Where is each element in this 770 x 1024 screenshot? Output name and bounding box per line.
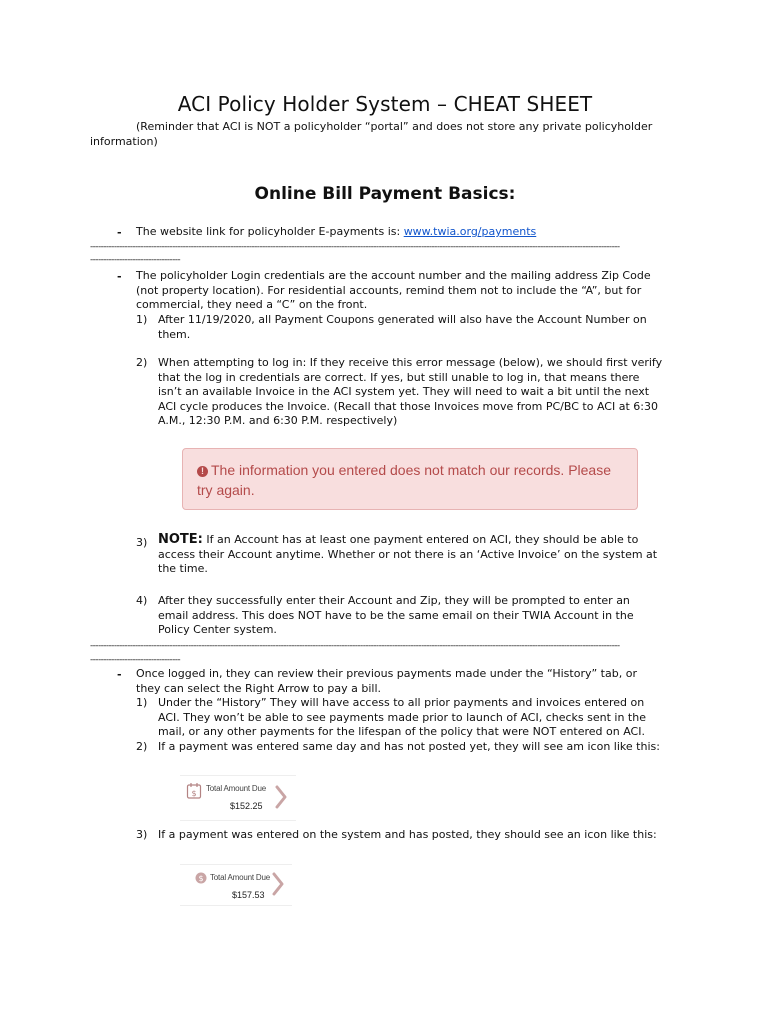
text-line: ACI. They won’t be able to see payments made prior to launch of ACI, checks sent in the: [158, 710, 646, 724]
text-line: After 11/19/2020, all Payment Coupons generated will also have the Account Number on: [158, 313, 647, 326]
text-line: mail, or any other payments for the lifespan of the policy that were NOT entered on ACI.: [158, 725, 645, 739]
text-line: If a payment was entered same day and has not posted yet, they will see am icon like this:: [158, 740, 660, 753]
list-number: 1): [136, 696, 148, 709]
error-message-line-2: try again.: [197, 482, 255, 498]
text-line: Policy Center system.: [158, 623, 277, 637]
text-line: access their Account anytime. Whether or not there is an ‘Active Invoice’ on the system at: [158, 547, 658, 561]
text-line: commercial, they need a “C” on the front.: [136, 298, 368, 312]
pending-payment-card[interactable]: [180, 775, 296, 821]
text-line: the time.: [158, 562, 208, 576]
separator-tail: ----------------------------------: [90, 255, 181, 265]
total-amount-due-value: $152.25: [230, 801, 263, 811]
list-item-coupons: [158, 313, 647, 342]
total-amount-due-label: Total Amount Due: [206, 784, 266, 793]
list-number: 3): [136, 828, 148, 841]
total-amount-due-value: $157.53: [232, 890, 265, 900]
text-line: they can select the Right Arrow to pay a bill.: [136, 681, 382, 695]
list-item-history: [158, 696, 646, 740]
text-line: The policyholder Login credentials are the account number and the mailing address Zip Code: [136, 269, 651, 282]
subtitle-line-1: (Reminder that ACI is NOT a policyholder “portal” and does not store any private policyholder: [136, 120, 653, 133]
list-number: 2): [136, 356, 148, 369]
note-label: NOTE:: [158, 532, 203, 547]
bullet-marker: -: [117, 668, 122, 681]
payment-link-paragraph: [136, 225, 536, 240]
text-line: ACI cycle produces the Invoice. (Recall that those Invoices move from PC/BC to ACI at 6:30: [158, 399, 658, 413]
payment-link-text: The website link for policyholder E-payments is:: [136, 225, 404, 238]
text-line: Once logged in, they can review their previous payments made under the “History” tab, or: [136, 667, 637, 680]
text-line: them.: [158, 327, 191, 341]
text-line: email address. This does NOT have to be the same email on their TWIA Account in the: [158, 608, 634, 622]
text-line: When attempting to log in: If they receive this error message (below), we should first verify: [158, 356, 663, 369]
page-title: ACI Policy Holder System – CHEAT SHEET: [177, 92, 593, 116]
text-line: that the log in credentials are correct. If yes, but still unable to log in, that means there: [158, 370, 640, 384]
history-paragraph: [136, 667, 637, 696]
text-line: (not property location). For residential accounts, remind them not to include the “A”, but for: [136, 283, 642, 297]
text-line: A.M., 12:30 P.M. and 6:30 P.M. respectively): [158, 414, 398, 428]
svg-text:$: $: [191, 789, 197, 798]
posted-payment-card[interactable]: [180, 864, 292, 906]
section-heading: Online Bill Payment Basics:: [254, 184, 516, 204]
list-number: 2): [136, 740, 148, 753]
list-item-login-error: [158, 356, 662, 429]
error-message-line-1: The information you entered does not match our records. Please: [211, 462, 611, 478]
error-message-box: [182, 448, 638, 510]
separator-line: --------------------------------------------------------------------------------------------------------------------------------------------------------------------------------------------------------: [90, 641, 620, 651]
calendar-dollar-icon: [186, 782, 202, 800]
dollar-coin-icon: [195, 872, 207, 884]
list-number: 3): [136, 536, 148, 549]
login-credentials-paragraph: [136, 269, 651, 313]
text-line: isn’t an available Invoice in the ACI system yet. They will need to wait a bit until the next: [158, 385, 650, 399]
list-item-note: [158, 533, 657, 577]
list-number: 1): [136, 313, 148, 326]
text-line: If an Account has at least one payment entered on ACI, they should be able to: [202, 533, 639, 546]
list-number: 4): [136, 594, 148, 607]
text-line: If a payment was entered on the system and has posted, they should see an icon like this:: [158, 828, 657, 841]
right-arrow-icon[interactable]: [274, 785, 288, 809]
separator-line: --------------------------------------------------------------------------------------------------------------------------------------------------------------------------------------------------------: [90, 242, 620, 252]
bullet-marker: -: [117, 226, 122, 239]
subtitle-line-2: information): [90, 135, 158, 148]
total-amount-due-label: Total Amount Due: [210, 873, 270, 882]
right-arrow-icon[interactable]: [271, 872, 285, 896]
list-item-email: [158, 594, 634, 638]
list-item-posted-icon: [158, 828, 657, 843]
bullet-marker: -: [117, 270, 122, 283]
separator-tail: ----------------------------------: [90, 655, 181, 665]
text-line: After they successfully enter their Account and Zip, they will be prompted to enter an: [158, 594, 630, 607]
exclamation-icon: !: [197, 466, 208, 477]
list-item-pending-icon: [158, 740, 660, 755]
payment-link[interactable]: www.twia.org/payments: [403, 225, 537, 238]
svg-text:$: $: [198, 874, 204, 883]
text-line: Under the “History” They will have access to all prior payments and invoices entered on: [158, 696, 645, 709]
